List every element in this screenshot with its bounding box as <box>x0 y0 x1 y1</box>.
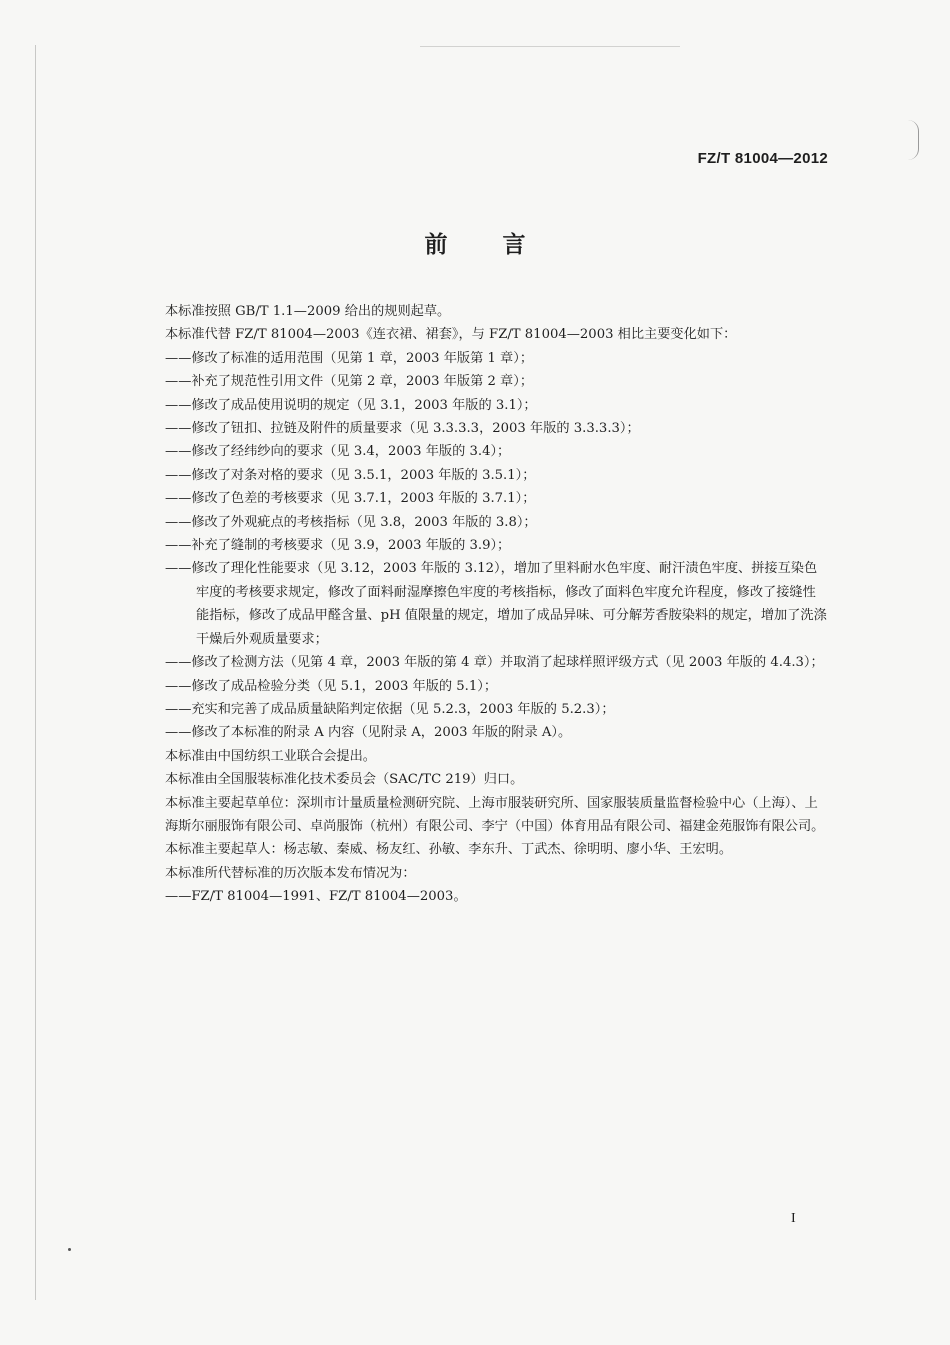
change-item: ——补充了规范性引用文件（见第 2 章，2003 年版第 2 章）； <box>165 374 534 390</box>
standard-code: FZ/T 81004—2012 <box>697 150 828 167</box>
change-item: ——修改了对条对格的要求（见 3.5.1，2003 年版的 3.5.1）； <box>165 467 536 483</box>
change-item: ——修改了色差的考核要求（见 3.7.1，2003 年版的 3.7.1）； <box>165 491 536 507</box>
drafters-paragraph: 本标准主要起草人：杨志敏、秦威、杨友红、孙敏、李东升、丁武杰、徐明明、廖小华、王宏明。 <box>165 842 733 858</box>
page-curl-mark <box>908 120 919 160</box>
change-item: ——修改了成品使用说明的规定（见 3.1，2003 年版的 3.1）； <box>165 397 537 413</box>
change-item: ——修改了本标准的附录 A 内容（见附录 A，2003 年版的附录 A）。 <box>165 725 572 741</box>
replacement-paragraph: 本标准代替 FZ/T 81004—2003《连衣裙、裙套》，与 FZ/T 81004—2003 相比主要变化如下： <box>165 327 737 343</box>
drafting-units-paragraph: 本标准主要起草单位：深圳市计量质量检测研究院、上海市服装研究所、国家服装质量监督检验中心（上海）、上海斯尔丽服饰有限公司、卓尚服饰（杭州）有限公司、李宁（中国）体育用品有限公司、福建金苑服饰有限公司。 <box>165 795 825 834</box>
page-title: 前言 <box>424 232 581 258</box>
change-item: ——修改了理化性能要求（见 3.12，2003 年版的 3.12），增加了里料耐水色牢度、耐汗渍色牢度、拼接互染色牢度的考核要求规定，修改了面料耐湿摩擦色牢度的考核指标，修改了面料色牢度允许程度，修改了接缝性能指标，修改了成品甲醛含量、pH 值限量的规定，增加了成品异味、可分解芳香胺染料的规定，增加了洗涤干燥后外观质量要求； <box>165 561 827 647</box>
change-item: ——补充了缝制的考核要求（见 3.9，2003 年版的 3.9）； <box>165 538 511 554</box>
change-item: ——修改了外观疵点的考核指标（见 3.8，2003 年版的 3.8）； <box>165 514 537 530</box>
intro-paragraph: 本标准按照 GB/T 1.1—2009 给出的规则起草。 <box>165 304 451 319</box>
change-item: ——充实和完善了成品质量缺陷判定依据（见 5.2.3，2003 年版的 5.2.3）； <box>165 701 615 717</box>
scan-edge-top <box>420 46 680 47</box>
change-item: ——修改了成品检验分类（见 5.1，2003 年版的 5.1）； <box>165 678 498 694</box>
centralized-by-paragraph: 本标准由全国服装标准化技术委员会（SAC/TC 219）归口。 <box>165 772 524 788</box>
history-intro-paragraph: 本标准所代替标准的历次版本发布情况为： <box>165 865 416 881</box>
change-item: ——修改了钮扣、拉链及附件的质量要求（见 3.3.3.3，2003 年版的 3.3.3.3）； <box>165 421 640 437</box>
history-item: ——FZ/T 81004—1991、FZ/T 81004—2003。 <box>165 889 467 905</box>
foreword-body <box>165 300 827 909</box>
scan-speck <box>68 1248 71 1251</box>
change-item: ——修改了标准的适用范围（见第 1 章，2003 年版第 1 章）； <box>165 350 534 366</box>
proposed-by-paragraph: 本标准由中国纺织工业联合会提出。 <box>165 748 376 764</box>
change-item: ——修改了经纬纱向的要求（见 3.4，2003 年版的 3.4）； <box>165 444 511 460</box>
change-item: ——修改了检测方法（见第 4 章，2003 年版的第 4 章）并取消了起球样照评级方式（见 2003 年版的 4.4.3）； <box>165 655 824 671</box>
page-number: I <box>791 1211 796 1226</box>
